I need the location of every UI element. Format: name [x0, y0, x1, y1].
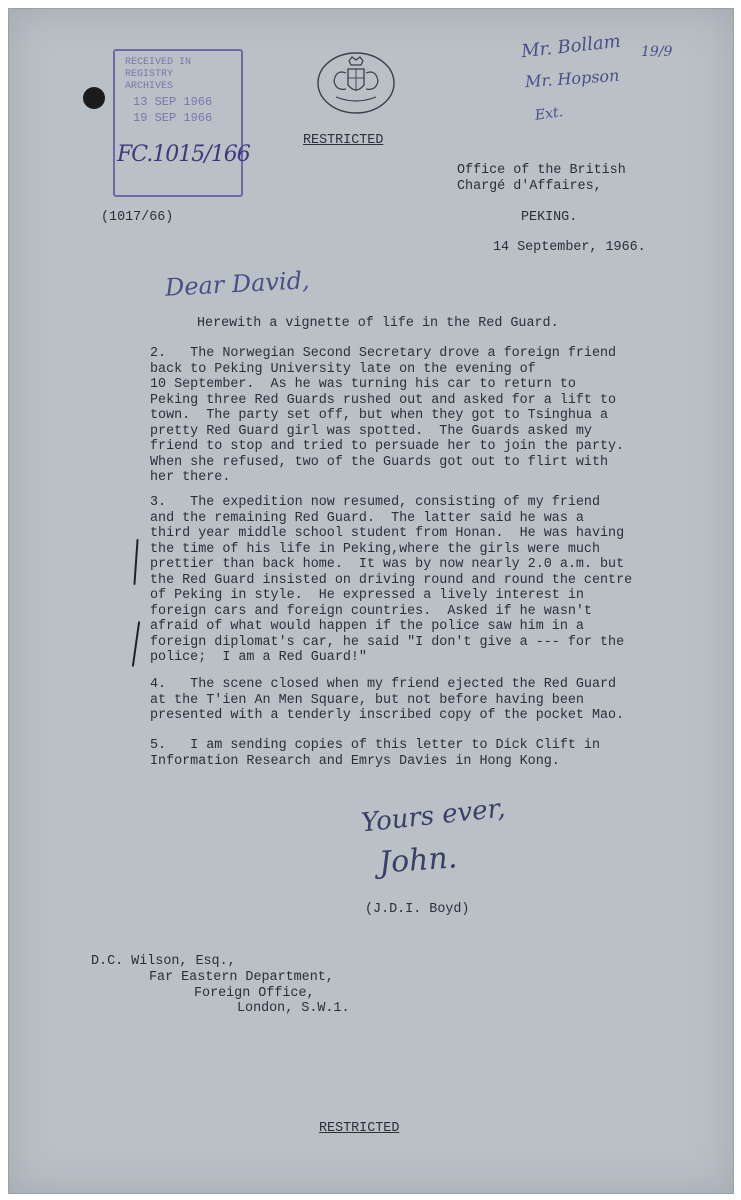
salutation: Dear David,: [164, 266, 311, 302]
file-reference: FC.1015/166: [117, 142, 250, 167]
paragraph-line: back to Peking University late on the evening of: [150, 362, 536, 377]
paragraph-line: 4. The scene closed when my friend ejected the Red Guard: [150, 677, 617, 692]
paragraph-line: Peking three Red Guards rushed out and asked for a lift to: [150, 393, 617, 408]
stamp-line: REGISTRY: [125, 69, 174, 80]
paragraph-1: Herewith a vignette of life in the Red Guard.: [197, 316, 559, 331]
margin-mark: [132, 621, 140, 667]
paragraph-line: foreign diplomat's car, he said "I don't give a --- for the: [150, 635, 625, 650]
registry-stamp: [113, 49, 250, 197]
address-line: Foreign Office,: [194, 986, 315, 1001]
classification-bottom: RESTRICTED: [319, 1121, 400, 1136]
address-line: London, S.W.1.: [237, 1001, 350, 1016]
stamp-line: RECEIVED IN: [125, 57, 192, 68]
handwritten-note: Mr. Hopson: [524, 65, 620, 92]
royal-crest-icon: [316, 51, 396, 115]
paragraph-line: pretty Red Guard girl was spotted. The Guards asked my: [150, 424, 592, 439]
paragraph-line: 5. I am sending copies of this letter to Dick Clift in: [150, 738, 600, 753]
office-line: Office of the British: [457, 163, 626, 178]
paragraph-line: afraid of what would happen if the police saw him in a: [150, 619, 584, 634]
paragraph-line: prettier than back home. It was by now nearly 2.0 a.m. but: [150, 557, 625, 572]
paragraph-line: police; I am a Red Guard!": [150, 650, 367, 665]
stamp-line: ARCHIVES: [125, 81, 174, 92]
handwritten-note: Mr. Bollam: [520, 30, 622, 63]
office-line: Chargé d'Affaires,: [457, 179, 602, 194]
paragraph-line: friend to stop and tried to persuade her to join the party.: [150, 439, 625, 454]
paragraph-line: 3. The expedition now resumed, consisting of my friend: [150, 495, 600, 510]
paragraph-line: town. The party set off, but when they got to Tsinghua a: [150, 408, 609, 423]
paragraph-line: and the remaining Red Guard. The latter said he was a: [150, 511, 584, 526]
handwritten-initials: 19/9: [641, 44, 673, 60]
paragraph-line: at the T'ien An Men Square, but not before having been: [150, 693, 584, 708]
paragraph-line: the Red Guard insisted on driving round and round the centre: [150, 573, 633, 588]
address-line: Far Eastern Department,: [149, 970, 334, 985]
paragraph-line: her there.: [150, 470, 231, 485]
closing: Yours ever,: [359, 793, 507, 839]
handwritten-note: Ext.: [533, 104, 565, 124]
paragraph-line: 10 September. As he was turning his car to return to: [150, 377, 576, 392]
letter-city: PEKING.: [521, 210, 578, 225]
letter-date: 14 September, 1966.: [493, 240, 646, 255]
letter-page: [8, 8, 734, 1194]
paragraph-line: 2. The Norwegian Second Secretary drove a foreign friend: [150, 346, 617, 361]
paragraph-line: When she refused, two of the Guards got out to flirt with: [150, 455, 609, 470]
signatory: (J.D.I. Boyd): [365, 902, 470, 917]
paragraph-line: third year middle school student from Honan. He was having: [150, 526, 625, 541]
stamp-date: 19 SEP 1966: [133, 111, 213, 125]
address-line: D.C. Wilson, Esq.,: [91, 954, 236, 969]
letter-reference: (1017/66): [101, 210, 174, 225]
punch-hole: [83, 87, 105, 109]
stamp-date: 13 SEP 1966: [133, 95, 213, 109]
paragraph-line: presented with a tenderly inscribed copy of the pocket Mao.: [150, 708, 625, 723]
paragraph-line: foreign cars and foreign countries. Asked if he wasn't: [150, 604, 592, 619]
paragraph-line: Information Research and Emrys Davies in Hong Kong.: [150, 754, 560, 769]
paragraph-line: of Peking in style. He expressed a lively interest in: [150, 588, 584, 603]
margin-mark: [133, 539, 138, 585]
classification-top: RESTRICTED: [303, 133, 384, 148]
signature: John.: [377, 840, 459, 881]
paragraph-line: the time of his life in Peking,where the girls were much: [150, 542, 600, 557]
